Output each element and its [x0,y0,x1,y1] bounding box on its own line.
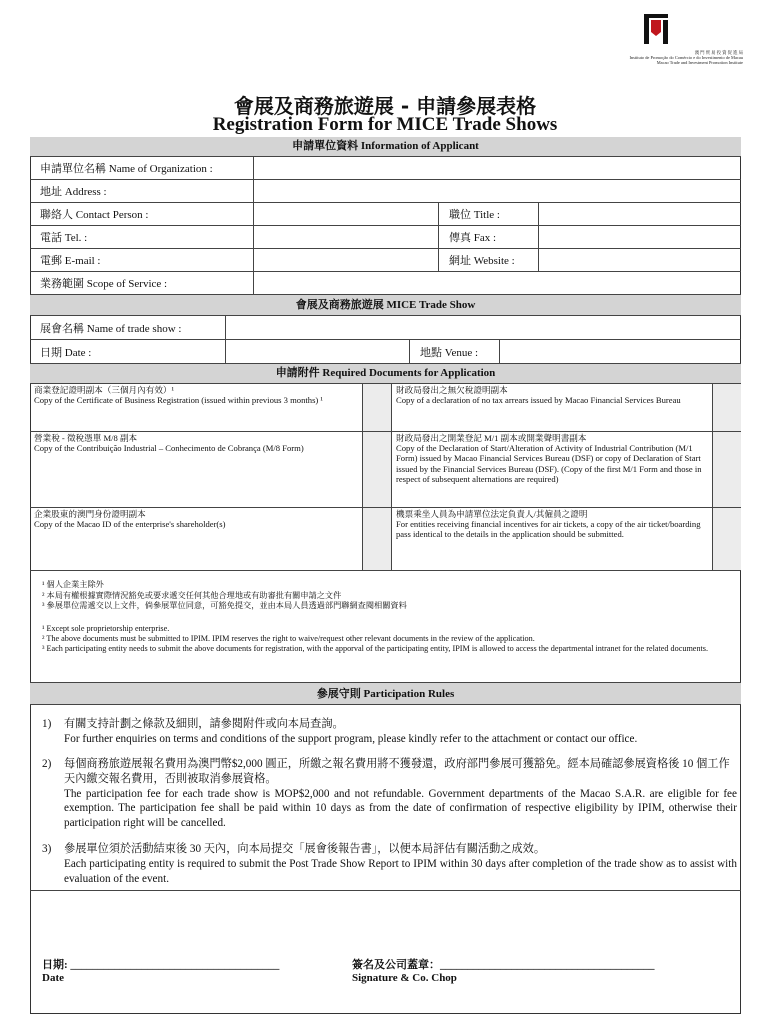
docs-row-3 [30,508,741,571]
rule-3-number: 3) [42,843,52,855]
doc-5-en: Copy of the Macao ID of the enterprise's shareholder(s) [34,519,226,530]
logo-caption [585,50,743,66]
rule-1 [42,717,737,747]
docs-row-2 [30,432,741,508]
rule-2-cn: 每個商務旅遊展報名費用為澳門幣$2,000 圓正，所繳之報名費用將不獲發還，政府部門參展可獲豁免。經本局確認參展資格後 10 個工作天內繳交報名費用，否則被取消參展資格。 [64,758,730,785]
show-date-field[interactable] [226,340,410,363]
doc-no-tax-arrears [392,384,712,406]
venue-label: 地點 Venue : [410,340,500,363]
doc-3-cn: 營業稅 - 徵稅憑單 M/8 副本 [34,433,138,443]
doc-business-registration [30,384,362,406]
scope-field[interactable] [254,272,741,294]
show-name-field[interactable] [226,316,741,339]
docs-row-1 [30,384,741,432]
doc-6-en: For entities receiving financial incentives for air tickets, a copy of the air ticket/boarding pass identical to the details in the application should be submitted. [396,519,701,540]
note-en-3: ³ Each participating entity needs to submit the above documents for registration, with the apporval of the participating entity, IPIM is allowed to access the departmental intranet for the related documents. [42,643,709,653]
doc-6-checkbox[interactable] [712,508,741,570]
doc-m8-form [30,432,362,454]
signature-label-en: Signature & Co. Chop [352,972,457,984]
note-cn-2: ² 本局有權根據實際情況豁免或要求遞交任何其他合理地或有助審批有關申請之文件 [42,590,342,600]
logo-text-cn: 澳 門 貿 易 投 資 促 進 局 [694,50,743,55]
doc-2-cn: 財政局發出之無欠稅證明副本 [396,385,508,395]
rule-1-number: 1) [42,718,52,730]
signature-label-cn: 簽名及公司蓋章：_______________________________________ [352,959,655,971]
fax-label: 傳真 Fax : [439,226,539,248]
docs-header: 申請附件 Required Documents for Application [30,364,741,384]
doc-air-ticket [392,508,712,541]
logo-text-pt: Instituto de Promoção do Comércio e do Investimento de Macau [629,55,743,61]
rules-header: 參展守則 Participation Rules [30,683,741,705]
row-email [30,249,741,272]
rule-3-en: Each participating entity is required to submit the Post Trade Show Report to IPIM within 30 days after completion of the trade show as to assist with evaluation of the event. [64,857,737,885]
form-title-en: Registration Form for MICE Trade Shows [212,114,558,135]
footnotes-cn [42,580,734,612]
doc-4-checkbox[interactable] [712,432,741,507]
row-address [30,180,741,203]
rule-1-cn: 有關支持計劃之條款及細則，請參閱附件或向本局查詢。 [64,718,344,730]
ipim-logo-icon [643,14,669,44]
doc-3-en: Copy of the Contribuição Industrial – Conhecimento de Cobrança (M/8 Form) [34,443,304,454]
show-date-label: 日期 Date : [30,340,226,363]
rules-divider [30,890,741,891]
signature-line[interactable] [352,956,655,984]
rule-3-cn: 參展單位須於活動結束後 30 天內，向本局提交「展會後報告書」，以便本局評估有關活動之成效。 [64,843,546,855]
show-header: 會展及商務旅遊展 MICE Trade Show [30,295,741,316]
row-show-name [30,316,741,340]
doc-5-checkbox[interactable] [362,508,392,570]
rule-2-en: The participation fee for each trade show is MOP$2,000 and not refundable. Government departments of the Macao S.A.R. are eligible for fee exemption. The participation fee shall be paid within 10 days as from the date of confirmation of respective eligibility by IPIM, otherwise their participation right will be cancelled. [64,787,737,830]
note-cn-1: ¹ 個人企業主除外 [42,580,104,589]
doc-1-en: Copy of the Certificate of Business Registration (issued within previous 3 months) ¹ [34,395,323,406]
applicant-header: 申請單位資料 Information of Applicant [30,137,741,157]
doc-m1-form [392,432,712,485]
rule-2 [42,757,737,831]
row-tel [30,226,741,249]
website-label: 網址 Website : [439,249,539,271]
address-label: 地址 Address : [30,180,254,202]
doc-6-cn: 機票乘坐人員為申請單位法定負責人/其僱員之證明 [396,509,588,519]
doc-1-checkbox[interactable] [362,384,392,431]
doc-3-checkbox[interactable] [362,432,392,507]
rule-2-number: 2) [42,758,52,770]
organization-label: 申請單位名稱 Name of Organization : [30,157,254,179]
row-scope [30,272,741,295]
row-organization [30,157,741,180]
show-name-label: 展會名稱 Name of trade show : [30,316,226,339]
footnotes-en [42,624,734,653]
email-label: 電郵 E-mail : [30,249,254,271]
date-label-cn: 日期: ______________________________________ [42,959,280,971]
tel-label: 電話 Tel. : [30,226,254,248]
doc-2-en: Copy of a declaration of no tax arrears issued by Macao Financial Services Bureau [396,395,681,406]
note-en-2: ² The above documents must be submitted to IPIM. IPIM reserves the right to waive/request other relevant documents in the review of the application. [42,633,535,643]
contact-label: 聯絡人 Contact Person : [30,203,254,225]
address-field[interactable] [254,180,741,202]
date-label-en: Date [42,972,64,984]
scope-label: 業務範圍 Scope of Service : [30,272,254,294]
contact-field[interactable] [254,203,439,225]
doc-shareholder-id [30,508,362,530]
note-en-1: ¹ Except sole proprietorship enterprise. [42,624,170,633]
fax-field[interactable] [539,226,741,248]
email-field[interactable] [254,249,439,271]
date-line[interactable] [42,956,279,984]
doc-4-en: Copy of the Declaration of Start/Alteration of Activity of Industrial Contribution (M/1 Form) issued by Macao Financial Services Bureau (DSF) or copy of Declaration of Start issued by the Financial Services Bureau (DSF). (Copy of the first M/1 Form and those in respect of subsequent alternations are required) [396,443,702,484]
doc-5-cn: 企業股東的澳門身份證明副本 [34,509,146,519]
venue-field[interactable] [500,340,741,363]
note-cn-3: ³ 參展單位需遞交以上文件，倘參展單位同意，可豁免提交，並由本局人員透過部門聯網查閱相關資料 [42,601,407,610]
rule-3 [42,842,737,886]
doc-2-checkbox[interactable] [712,384,741,431]
row-date-venue [30,340,741,364]
form-title-cn: 會展及商務旅遊展 - 申請參展表格 [233,94,537,118]
row-contact [30,203,741,226]
doc-1-cn: 商業登記證明副本（三個月內有效）¹ [34,385,175,395]
title-field[interactable] [539,203,741,225]
doc-4-cn: 財政局發出之開業登記 M/1 副本或開業聲明書副本 [396,433,587,443]
title-label: 職位 Title : [439,203,539,225]
website-field[interactable] [539,249,741,271]
rule-1-en: For further enquiries on terms and conditions of the support program, please kindly refer to the attachment or contact our office. [64,732,638,745]
organization-field[interactable] [254,157,741,179]
logo-text-en: Macao Trade and Investment Promotion Institute [656,60,743,66]
tel-field[interactable] [254,226,439,248]
